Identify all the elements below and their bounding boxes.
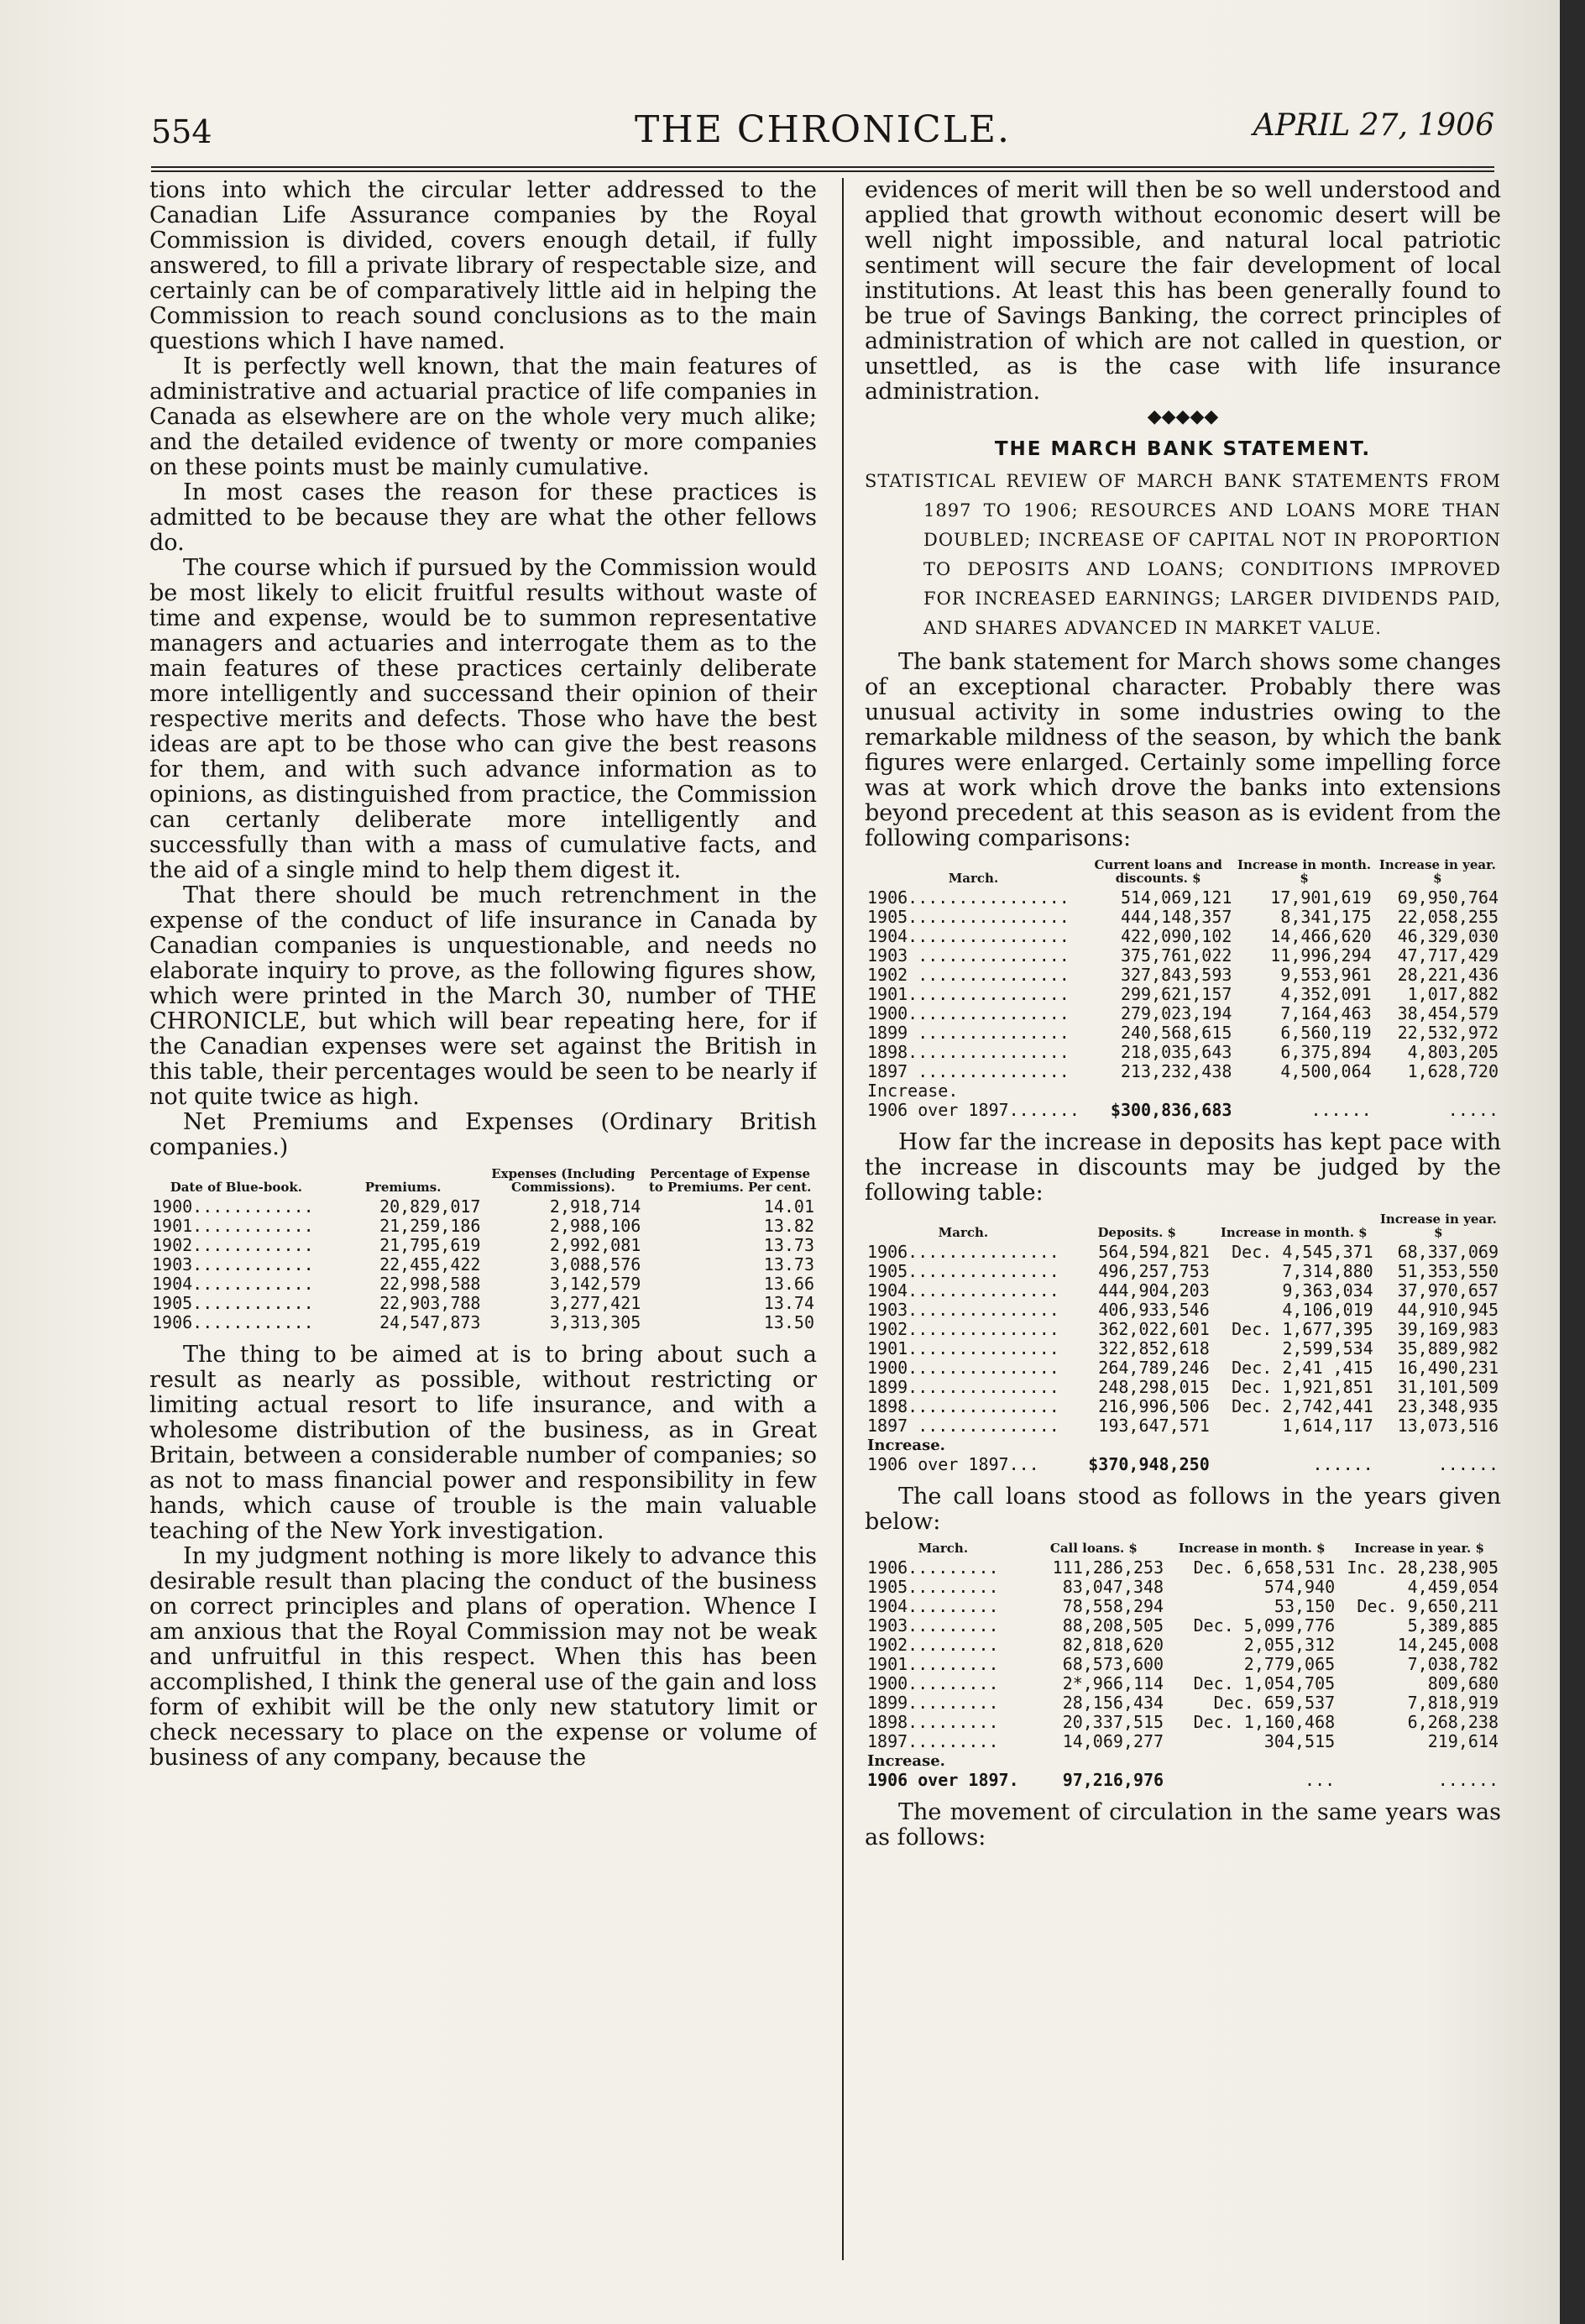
loans-discounts-table [865,858,1501,1120]
column-header: Increase in month. $ [1237,857,1372,886]
cell-expenses: 2,988,106 [549,1216,641,1236]
cell-month: Dec. 659,537 [1213,1693,1336,1713]
table-row [865,1713,1501,1732]
table-row [865,1732,1501,1751]
table-row [865,1320,1501,1339]
table-row [865,1023,1501,1043]
cell-value: 362,022,601 [1098,1319,1210,1339]
cell-month: 53,150 [1274,1596,1336,1616]
table-caption-premiums: Net Premiums and Expenses (Ordinary British companies.) [149,1109,817,1160]
table-row [865,1004,1501,1023]
cell-year: 1906 over 1897. [867,1770,1019,1790]
table-row [865,1339,1501,1358]
cell-expenses: 3,142,579 [549,1274,641,1294]
cell-value: 322,852,618 [1098,1338,1210,1358]
column-header: Increase in year. $ [1354,1541,1484,1556]
cell-year: 1900............... [867,1358,1059,1378]
cell-value: 97,216,976 [1062,1770,1164,1790]
table-row-total [865,1101,1501,1120]
cell-year: 1901......... [867,1654,999,1674]
cell-year-increase: 28,221,436 [1397,965,1499,985]
section-summary: STATISTICAL REVIEW OF MARCH BANK STATEMENTS FROM 1897 TO 1906; RESOURCES AND LOANS MORE THAN DOUBLED; INCREASE OF CAPITAL NOT IN PROPORTION TO DEPOSITS AND LOANS; CONDITIONS IMPROVED FOR INCREASED EARNINGS; LARGER DIVIDENDS PAID, AND SHARES ADVANCED IN MARKET VALUE. [865,471,1501,638]
cell-year-increase: Dec. 9,650,211 [1357,1596,1499,1616]
cell-year: 1899......... [867,1693,999,1713]
table-row [865,1043,1501,1062]
cell-year: 1902 ............... [867,965,1070,985]
cell-year: 1906......... [867,1557,999,1578]
table-row [865,1578,1501,1597]
cell-month: ...... [1310,1100,1372,1120]
cell-percentage: 13.82 [763,1216,814,1236]
cell-value: 83,047,348 [1062,1577,1164,1597]
cell-year: 1903 ............... [867,945,1070,966]
left-paragraph-1: tions into which the circular letter addressed to the Canadian Life Assurance companies by the Royal Commission is divided, covers enough detail, if fully answered, to fill a private library of respectable size, and certainly can be of comparatively little aid in helping the Commission to reach sound conclusions as to the main questions which I have named. [149,178,817,354]
cell-year: 1899 ............... [867,1023,1070,1043]
cell-year: 1902......... [867,1635,999,1655]
cell-year: 1898......... [867,1712,999,1732]
call-loans-table [865,1541,1501,1790]
increase-label: Increase. [867,1752,945,1770]
cell-year-increase: ...... [1437,1770,1499,1790]
cell-value: 193,647,571 [1098,1416,1210,1436]
cell-year: 1906................ [867,887,1070,908]
table-row [149,1236,817,1255]
cell-percentage: 14.01 [763,1196,814,1217]
table-row [149,1275,817,1294]
cell-year: 1900................ [867,1003,1070,1023]
cell-value: 68,573,600 [1062,1654,1164,1674]
cell-year-increase: 37,970,657 [1397,1280,1499,1301]
cell-year-increase: 13,073,516 [1397,1416,1499,1436]
cell-value: 444,148,357 [1120,907,1232,927]
table-row [865,1693,1501,1713]
cell-value: 20,337,515 [1062,1712,1164,1732]
column-header: Deposits. $ [1097,1225,1176,1240]
cell-month: 2,055,312 [1243,1635,1336,1655]
table-row [149,1294,817,1313]
cell-value: 327,843,593 [1120,965,1232,985]
column-header: March. [918,1541,969,1556]
left-paragraph-2: It is perfectly well known, that the main features of administrative and actuarial practice of life companies in Canada as elsewhere are on the whole very much alike; and the detailed evidence of twenty or more companies on these points must be mainly cumulative. [149,353,817,480]
right-paragraph-4: The call loans stood as follows in the years given below: [865,1484,1501,1535]
cell-month: Dec. 6,658,531 [1193,1557,1336,1578]
cell-year: 1897 .............. [867,1416,1059,1436]
cell-value: 78,558,294 [1062,1596,1164,1616]
cell-year-increase: 68,337,069 [1397,1242,1499,1262]
table-row [865,985,1501,1004]
cell-year-increase: 46,329,030 [1397,926,1499,946]
cell-value: 14,069,277 [1062,1731,1164,1751]
cell-percentage: 13.73 [763,1235,814,1255]
cell-value: 444,904,203 [1098,1280,1210,1301]
cell-year-increase: 39,169,983 [1397,1319,1499,1339]
cell-value: 299,621,157 [1120,984,1232,1004]
column-header: Increase in year. $ [1378,857,1496,886]
cell-year-increase: 44,910,945 [1397,1300,1499,1320]
deposits-table-wrap [865,1212,1501,1474]
cell-premiums: 21,795,619 [379,1235,481,1255]
cell-month: 2,599,534 [1282,1338,1373,1358]
cell-year-increase: 1,628,720 [1407,1061,1499,1081]
header-rule-2 [151,170,1494,172]
right-paragraph-1: evidences of merit will then be so well understood and applied that growth without economic desert will be well night impossible, and natural local patriotic sentiment will secure the fair development of local institutions. At least this has been generally found to be true of Savings Banking, the correct principles of administration of which are not called in question, or unsettled, as is the case with life insurance administration. [865,178,1501,405]
column-divider [842,178,844,2260]
table-row [865,1616,1501,1636]
page-header [151,108,1494,164]
cell-year-increase: 14,245,008 [1397,1635,1499,1655]
cell-month: 4,106,019 [1282,1300,1373,1320]
issue-date: APRIL 27, 1906 [1253,108,1494,143]
page-edge-shadow [1560,0,1585,2324]
cell-year: 1901............... [867,1338,1059,1358]
cell-year: 1904............ [152,1274,314,1294]
premiums-expenses-table [149,1167,817,1332]
cell-premiums: 21,259,186 [379,1216,481,1236]
right-paragraph-3: How far the increase in deposits has kept pace with the increase in discounts may be judged by the following table: [865,1129,1501,1206]
cell-year: 1904......... [867,1596,999,1616]
call-loans-table-wrap [865,1541,1501,1790]
cell-value: 422,090,102 [1120,926,1232,946]
left-paragraph-7: The thing to be aimed at is to bring about such a result as nearly as possible, without restricting or limiting actual resort to life insurance, and with a wholesome distribution of the business, as in Great Britain, between a considerable number of companies; so as not to mass financial power and responsibility in few hands, which cause of trouble is the main valuable teaching of the New York investigation. [149,1342,817,1544]
column-header: Increase in month. $ [1178,1541,1326,1556]
cell-premiums: 22,998,588 [379,1274,481,1294]
cell-value: 111,286,253 [1052,1557,1164,1578]
cell-value: 406,933,546 [1098,1300,1210,1320]
cell-expenses: 3,088,576 [549,1254,641,1275]
left-paragraph-4: The course which if pursued by the Commission would be most likely to elicit fruitful results without waste of time and expense, would be to summon representative managers and actuaries and interrogate them as to the main features of these practices certainly deliberate more intelligently and successand their opinion of their respective merits and defects. Those who have the best ideas are apt to be those who can give the best reasons for them, and with such advance information as to opinions, as distinguished from practice, the Commission can certanly deliberate more intelligently and successfully than with a mass of cumulative facts, and the aid of a single mind to help them digest it. [149,555,817,883]
column-header: Current loans and discounts. $ [1094,857,1222,886]
table-row-increase-label [865,1081,1501,1101]
left-paragraph-8: In my judgment nothing is more likely to advance this desirable result than placing the conduct of the business on correct principles and plans of operation. Whence I am anxious that the Royal Commission may not be weak and unfruitful in this respect. When this has been accomplished, I think the general use of the gain and loss form of exhibit will be the only new statutory limit or check necessary to place on the expense or volume of business of any company, because the [149,1543,817,1771]
table-row [865,1281,1501,1301]
table-row [149,1255,817,1275]
cell-month: 4,352,091 [1280,984,1372,1004]
cell-expenses: 3,313,305 [549,1312,641,1332]
deposits-table [865,1212,1501,1474]
journal-title: THE CHRONICLE. [635,108,1011,151]
cell-month: 4,500,064 [1280,1061,1372,1081]
cell-year-increase: ...... [1437,1454,1499,1474]
column-header: Premiums. [364,1180,442,1195]
cell-year-increase: 1,017,882 [1407,984,1499,1004]
cell-year: 1903......... [867,1615,999,1636]
table-row [865,1597,1501,1616]
cell-year: 1905......... [867,1577,999,1597]
cell-year-increase: 5,389,885 [1407,1615,1499,1636]
cell-year: 1906 over 1897... [867,1454,1039,1474]
cell-month: 8,341,175 [1280,907,1372,927]
table-row-increase-label [865,1751,1501,1771]
cell-value: 2*,966,114 [1062,1673,1164,1693]
cell-year: 1900......... [867,1673,999,1693]
column-header: Date of Blue-book. [170,1180,302,1195]
table-row [149,1217,817,1236]
cell-month: Dec. 1,677,395 [1232,1319,1373,1339]
cell-month: 7,164,463 [1280,1003,1372,1023]
cell-year: 1903............... [867,1300,1059,1320]
cell-month: 6,375,894 [1280,1042,1372,1062]
left-paragraph-3: In most cases the reason for these practices is admitted to be because they are what the other fellows do. [149,479,817,556]
cell-value: 279,023,194 [1120,1003,1232,1023]
table-header-row [865,858,1501,888]
cell-year: 1906............ [152,1312,314,1332]
section-title: THE MARCH BANK STATEMENT. [994,438,1372,460]
cell-year: 1904................ [867,926,1070,946]
cell-year-increase: Inc. 28,238,905 [1347,1557,1499,1578]
cell-premiums: 22,455,422 [379,1254,481,1275]
cell-value: 216,996,506 [1098,1396,1210,1416]
cell-year: 1899............... [867,1377,1059,1397]
cell-value: 264,789,246 [1098,1358,1210,1378]
cell-month: 14,466,620 [1270,926,1372,946]
table-row [865,1397,1501,1416]
cell-value: 213,232,438 [1120,1061,1232,1081]
table-row [865,1358,1501,1378]
cell-month: 1,614,117 [1282,1416,1373,1436]
table-row [865,1655,1501,1674]
cell-year: 1906 over 1897....... [867,1100,1080,1120]
cell-value: $370,948,250 [1088,1454,1210,1474]
table-row [865,946,1501,966]
ornament-divider: ◆◆◆◆◆ [1147,406,1219,427]
cell-premiums: 20,829,017 [379,1196,481,1217]
table-header-row [865,1541,1501,1558]
table-header-row [149,1167,817,1197]
cell-year-increase: 6,268,238 [1407,1712,1499,1732]
cell-value: 28,156,434 [1062,1693,1164,1713]
column-header: Increase in year. $ [1379,1212,1497,1240]
cell-value: 496,257,753 [1098,1261,1210,1281]
page-number: 554 [151,113,212,150]
table-row [865,1636,1501,1655]
cell-year-increase: 7,038,782 [1407,1654,1499,1674]
cell-year-increase: 22,058,255 [1397,907,1499,927]
cell-year: 1905............... [867,1261,1059,1281]
cell-year: 1903............ [152,1254,314,1275]
table-row-increase-label [865,1436,1501,1455]
table-row [865,1416,1501,1436]
table-row [865,1243,1501,1262]
cell-year-increase: 809,680 [1427,1673,1499,1693]
cell-expenses: 3,277,421 [549,1293,641,1313]
cell-year-increase: 22,532,972 [1397,1023,1499,1043]
column-header: Increase in month. $ [1220,1225,1368,1240]
cell-year: 1905................ [867,907,1070,927]
cell-year-increase: 7,818,919 [1407,1693,1499,1713]
cell-year-increase: 4,459,054 [1407,1577,1499,1597]
cell-month: Dec. 1,054,705 [1193,1673,1336,1693]
cell-year: 1897 ............... [867,1061,1070,1081]
cell-value: 218,035,643 [1120,1042,1232,1062]
cell-premiums: 22,903,788 [379,1293,481,1313]
cell-month: 9,553,961 [1280,965,1372,985]
table-row [865,1262,1501,1281]
table-row [865,888,1501,908]
cell-year-increase: 69,950,764 [1397,887,1499,908]
table-row [865,966,1501,985]
cell-value: 248,298,015 [1098,1377,1210,1397]
loans-table-wrap [865,858,1501,1120]
cell-month: 6,560,119 [1280,1023,1372,1043]
cell-month: Dec. 5,099,776 [1193,1615,1336,1636]
column-header: Expenses (Including Commissions). [491,1166,636,1195]
right-paragraph-2: The bank statement for March shows some changes of an exceptional character. Probably there was unusual activity in some industries owing to the remarkable mildness of the season, by which the bank figures were enlarged. Certainly some impelling force was at work which drove the banks into extensions beyond precedent at this season as is evident from the following comparisons: [865,649,1501,851]
cell-month: 7,314,880 [1282,1261,1373,1281]
left-paragraph-5: That there should be much retrenchment in the expense of the conduct of life insurance in Canada by Canadian companies is unquestionable, and needs no elaborate inquiry to prove, as the following figures show, which were printed in the March 30, number of THE CHRONICLE, but which will bear repeating here, for if the Canadian expenses were set against the British in this table, their percentages would be seen to be nearly if not quite twice as high. [149,882,817,1110]
cell-year-increase: 16,490,231 [1397,1358,1499,1378]
cell-year-increase: 35,889,982 [1397,1338,1499,1358]
cell-year: 1898................ [867,1042,1070,1062]
cell-year-increase: ..... [1447,1100,1499,1120]
cell-month: Dec. 1,160,468 [1193,1712,1336,1732]
cell-month: 2,779,065 [1243,1654,1336,1674]
cell-year-increase: 47,717,429 [1397,945,1499,966]
cell-year-increase: 23,348,935 [1397,1396,1499,1416]
table-row [149,1313,817,1332]
cell-year: 1902............ [152,1235,314,1255]
cell-year-increase: 51,353,550 [1397,1261,1499,1281]
cell-month: ...... [1312,1454,1373,1474]
cell-percentage: 13.74 [763,1293,814,1313]
cell-year: 1900............ [152,1196,314,1217]
cell-month: Dec. 2,742,441 [1232,1396,1373,1416]
right-column [865,178,1501,1850]
column-header: March. [938,1225,989,1240]
cell-month: 304,515 [1263,1731,1336,1751]
cell-year-increase: 31,101,509 [1397,1377,1499,1397]
table-row [865,927,1501,946]
cell-year: 1904............... [867,1280,1059,1301]
column-header: Call loans. $ [1049,1541,1138,1556]
cell-month: ... [1305,1770,1336,1790]
cell-premiums: 24,547,873 [379,1312,481,1332]
table-row [865,1062,1501,1081]
cell-month: 574,940 [1263,1577,1336,1597]
premiums-table-wrap [149,1167,817,1332]
increase-label: Increase. [867,1437,945,1454]
cell-value: 82,818,620 [1062,1635,1164,1655]
cell-percentage: 13.73 [763,1254,814,1275]
table-row-total [865,1455,1501,1474]
cell-expenses: 2,918,714 [549,1196,641,1217]
column-header: Percentage of Expense to Premiums. Per cent. [648,1166,812,1195]
cell-value: $300,836,683 [1110,1100,1232,1120]
header-rule [151,166,1494,168]
cell-month: 9,363,034 [1282,1280,1373,1301]
cell-value: 240,568,615 [1120,1023,1232,1043]
cell-year: 1898............... [867,1396,1059,1416]
cell-year: 1901............ [152,1216,314,1236]
cell-year: 1902............... [867,1319,1059,1339]
cell-year: 1906............... [867,1242,1059,1262]
cell-percentage: 13.66 [763,1274,814,1294]
cell-month: Dec. 2,41 ,415 [1232,1358,1373,1378]
cell-month: Dec. 4,545,371 [1232,1242,1373,1262]
cell-year: 1901................ [867,984,1070,1004]
cell-year-increase: 38,454,579 [1397,1003,1499,1023]
table-row-total [865,1771,1501,1790]
cell-value: 375,761,022 [1120,945,1232,966]
cell-value: 88,208,505 [1062,1615,1164,1636]
cell-year: 1897......... [867,1731,999,1751]
cell-value: 564,594,821 [1098,1242,1210,1262]
left-column [149,178,817,1771]
cell-value: 514,069,121 [1120,887,1232,908]
table-row [865,1301,1501,1320]
cell-month: 11,996,294 [1270,945,1372,966]
table-row [865,1378,1501,1397]
cell-year-increase: 219,614 [1427,1731,1499,1751]
table-row [865,1674,1501,1693]
table-header-row [865,1212,1501,1243]
column-header: March. [948,871,999,886]
table-row [149,1197,817,1217]
cell-expenses: 2,992,081 [549,1235,641,1255]
increase-label: Increase. [867,1081,959,1101]
cell-year: 1905............ [152,1293,314,1313]
cell-percentage: 13.50 [763,1312,814,1332]
table-row [865,908,1501,927]
cell-month: 17,901,619 [1270,887,1372,908]
table-row [865,1558,1501,1578]
cell-year-increase: 4,803,205 [1407,1042,1499,1062]
right-paragraph-5: The movement of circulation in the same years was as follows: [865,1799,1501,1850]
cell-month: Dec. 1,921,851 [1232,1377,1373,1397]
